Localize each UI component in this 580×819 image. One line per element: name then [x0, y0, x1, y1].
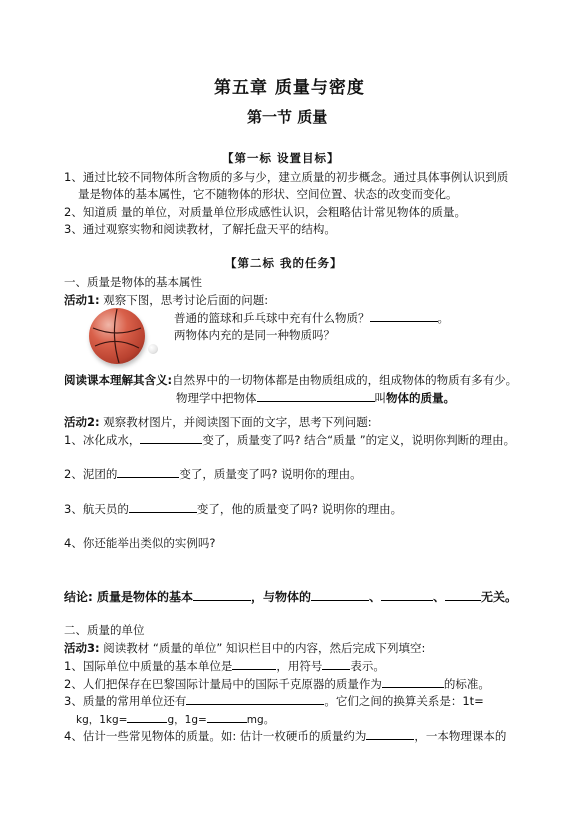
a3-conv-2: g，1g= — [167, 714, 207, 726]
activity2-q3 — [64, 501, 402, 517]
chapter-title: 第五章 质量与密度 — [214, 78, 365, 98]
answer-blank[interactable] — [232, 658, 276, 670]
answer-blank[interactable] — [186, 693, 324, 705]
a3-conv-3: mg。 — [246, 714, 275, 726]
definition-blank[interactable] — [257, 390, 375, 402]
answer-blank[interactable] — [366, 728, 414, 740]
activity3-label: 活动3: — [64, 641, 100, 655]
a3-q3-pre: 3、质量的常用单位还有 — [64, 694, 187, 708]
answer-blank[interactable] — [311, 589, 369, 601]
goals-header: 【第一标 设置目标】 — [222, 151, 340, 165]
section-title: 第一节 质量 — [247, 108, 328, 126]
a2-q3-post: 变了，他的质量变了吗? 说明你的理由。 — [196, 502, 403, 516]
answer-blank[interactable] — [322, 658, 350, 670]
conclusion-sep: 、 — [369, 590, 382, 604]
conclusion-pre: 结论: 质量是物体的基本 — [64, 590, 193, 604]
goal-1a: 1、通过比较不同物体所含物质的多与少，建立质量的初步概念。通过具体事例认识到质 — [64, 170, 509, 184]
a2-q2-post: 变了，质量变了吗? 说明你的理由。 — [179, 467, 362, 481]
answer-blank[interactable] — [207, 711, 247, 723]
activity2-q1 — [64, 432, 515, 448]
activity2-q2 — [64, 466, 362, 482]
answer-blank[interactable] — [445, 589, 481, 601]
activity3-line — [64, 640, 425, 656]
answer-blank[interactable] — [382, 676, 444, 688]
conclusion-mid: ，与物体的 — [250, 590, 311, 604]
activity3-q1 — [64, 658, 385, 674]
activity1-line — [64, 292, 268, 308]
answer-blank[interactable] — [381, 589, 433, 601]
a3-q1-pre: 1、国际单位中质量的基本单位是 — [64, 659, 233, 673]
a2-q1-pre: 1、冰化成水， — [64, 433, 141, 447]
physics-definition — [176, 390, 455, 406]
part1-title: 一、质量是物体的基本属性 — [64, 275, 202, 289]
a2-q1-post: 变了，质量变了吗? 结合“质量 ”的定义，说明你判断的理由。 — [202, 433, 516, 447]
physics-bold: 物体的质量。 — [386, 391, 455, 405]
part2-title: 二、质量的单位 — [64, 623, 145, 637]
physics-pre: 物理学中把物体 — [176, 391, 257, 405]
conclusion-end: 无关。 — [481, 590, 518, 604]
basketball-image — [89, 308, 145, 364]
a3-conv-1: kg，1kg= — [76, 714, 128, 726]
a3-q2-pre: 2、人们把保存在巴黎国际计量局中的国际千克原器的质量作为 — [64, 677, 382, 691]
conclusion-sep: 、 — [433, 590, 446, 604]
activity3-q2 — [64, 676, 490, 692]
a3-q4-post: ，一本物理课本的 — [414, 729, 507, 743]
activity3-q4 — [64, 728, 506, 744]
answer-blank[interactable] — [370, 310, 438, 322]
activity3-text: 阅读教材 “质量的单位” 知识栏目中的内容，然后完成下列填空: — [99, 641, 426, 655]
a3-q2-post: 的标准。 — [443, 677, 490, 691]
activity3-q3 — [64, 693, 484, 709]
question-1-text: 普通的篮球和乒乓球中充有什么物质？ — [174, 311, 370, 325]
answer-blank[interactable] — [193, 589, 251, 601]
activity1-label: 活动1: — [64, 293, 100, 307]
answer-blank[interactable] — [127, 711, 167, 723]
question-1-end: 。 — [437, 311, 449, 325]
a3-q4-pre: 4、估计一些常见物体的质量。如: 估计一枚硬币的质量约为 — [64, 729, 367, 743]
read-line — [64, 372, 517, 388]
activity2-label: 活动2: — [64, 415, 100, 429]
pingpong-ball-image — [148, 344, 158, 354]
read-label: 阅读课本理解其含义: — [64, 373, 173, 387]
goal-1b: 量是物体的基本属性，它不随物体的形状、空间位置、状态的改变而变化。 — [78, 187, 458, 201]
a3-q1-mid: ，用符号 — [276, 659, 323, 673]
answer-blank[interactable] — [129, 501, 197, 513]
activity1-text: 观察下图，思考讨论后面的问题: — [99, 293, 269, 307]
conclusion — [64, 588, 517, 605]
goal-3: 3、通过观察实物和阅读教材，了解托盘天平的结构。 — [64, 222, 336, 236]
physics-mid: 叫 — [374, 391, 386, 405]
a3-q1-post: 表示。 — [350, 659, 385, 673]
question-1 — [174, 310, 449, 326]
read-text: 自然界中的一切物体都是由物质组成的，组成物体的物质有多有少。 — [172, 373, 518, 387]
activity2-q4: 4、你还能举出类似的实例吗? — [64, 536, 216, 550]
answer-blank[interactable] — [140, 432, 202, 444]
tasks-header: 【第二标 我的任务】 — [225, 256, 343, 270]
a2-q3-pre: 3、航天员的 — [64, 502, 129, 516]
activity3-q3-conversion — [76, 711, 274, 727]
activity2-line — [64, 414, 372, 430]
a3-q3-post: 。它们之间的换算关系是：1t= — [324, 694, 484, 708]
activity2-text: 观察教材图片，并阅读图下面的文字，思考下列问题: — [99, 415, 372, 429]
question-2: 两物体内充的是同一种物质吗？ — [174, 328, 335, 342]
goal-2: 2、知道质 量的单位，对质量单位形成感性认识，会粗略估计常见物体的质量。 — [64, 205, 466, 219]
answer-blank[interactable] — [117, 466, 179, 478]
a2-q2-pre: 2、泥团的 — [64, 467, 118, 481]
